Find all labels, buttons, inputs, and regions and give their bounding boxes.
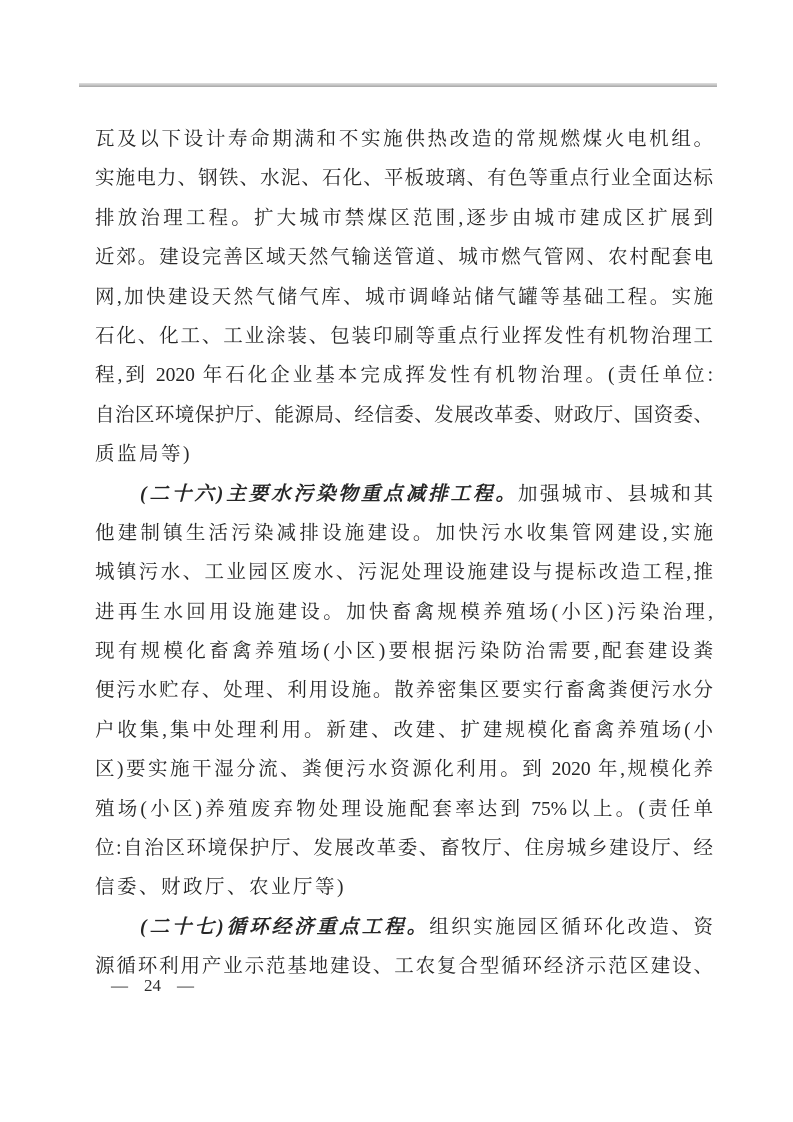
body-text: 城镇污水、工业园区废水、污泥处理设施建设与提标改造工程,推 (95, 562, 713, 584)
body-text: 程,到 2020 年石化企业基本完成挥发性有机物治理。(责任单位: (95, 365, 713, 387)
text-line (95, 159, 713, 198)
body-text: 排放治理工程。扩大城市禁煤区范围,逐步由城市建成区扩展到 (95, 207, 713, 229)
text-line (95, 553, 713, 592)
body-text: 瓦及以下设计寿命期满和不实施供热改造的常规燃煤火电机组。 (95, 129, 713, 150)
body-text: 殖场(小区)养殖废弃物处理设施配套率达到 75%以上。(责任单 (95, 798, 713, 820)
section-heading: (二十六)主要水污染物重点减排工程。 (140, 483, 518, 505)
body-text: 他建制镇生活污染减排设施建设。加快污水收集管网建设,实施 (95, 522, 713, 544)
body-text: 质监局等) (95, 444, 192, 466)
text-line (95, 356, 713, 395)
text-line (95, 632, 713, 671)
page-number: 24 (144, 976, 161, 995)
body-text: 实施电力、钢铁、水泥、石化、平板玻璃、有色等重点行业全面达标 (95, 168, 713, 190)
text-line (95, 829, 713, 868)
text-line (95, 120, 713, 159)
body-text: 信委、财政厅、农业厅等) (95, 877, 346, 899)
text-line (95, 435, 713, 474)
text-line (95, 593, 713, 632)
body-text: 位:自治区环境保护厅、发展改革委、畜牧厅、住房城乡建设厅、经 (95, 838, 713, 860)
page-footer (111, 976, 194, 996)
text-line (95, 711, 713, 750)
body-text: 网,加快建设天然气储气库、城市调峰站储气罐等基础工程。实施 (95, 286, 713, 308)
text-line (95, 790, 713, 829)
text-line (95, 238, 713, 277)
text-line (95, 317, 713, 356)
body-text: 便污水贮存、处理、利用设施。散养密集区要实行畜禽粪便污水分 (95, 680, 713, 702)
header-rule (79, 83, 717, 87)
text-line (95, 396, 713, 435)
section-heading: (二十七)循环经济重点工程。 (140, 916, 430, 938)
text-line (95, 671, 713, 710)
footer-dash-right: — (177, 976, 194, 995)
footer-dash-left: — (111, 976, 128, 995)
text-line (95, 908, 713, 947)
body-text: 区)要实施干湿分流、粪便污水资源化利用。到 2020 年,规模化养 (95, 759, 713, 781)
document-body (95, 120, 713, 987)
body-text: 自治区环境保护厅、能源局、经信委、发展改革委、财政厅、国资委、 (95, 404, 713, 426)
text-line (95, 514, 713, 553)
body-text: 组织实施园区循环化改造、资 (429, 916, 713, 938)
body-text: 现有规模化畜禽养殖场(小区)要根据污染防治需要,配套建设粪 (95, 641, 713, 663)
text-line (95, 868, 713, 907)
text-line (95, 750, 713, 789)
text-line (95, 278, 713, 317)
body-text: 近郊。建设完善区域天然气输送管道、城市燃气管网、农村配套电 (95, 247, 713, 269)
body-text: 进再生水回用设施建设。加快畜禽规模养殖场(小区)污染治理, (95, 601, 713, 623)
text-line (95, 199, 713, 238)
text-line (95, 475, 713, 514)
body-text: 源循环利用产业示范基地建设、工农复合型循环经济示范区建设、 (95, 956, 713, 978)
body-text: 石化、化工、工业涂装、包装印刷等重点行业挥发性有机物治理工 (95, 325, 713, 347)
body-text: 户收集,集中处理利用。新建、改建、扩建规模化畜禽养殖场(小 (95, 719, 713, 741)
body-text: 加强城市、县城和其 (517, 483, 713, 505)
